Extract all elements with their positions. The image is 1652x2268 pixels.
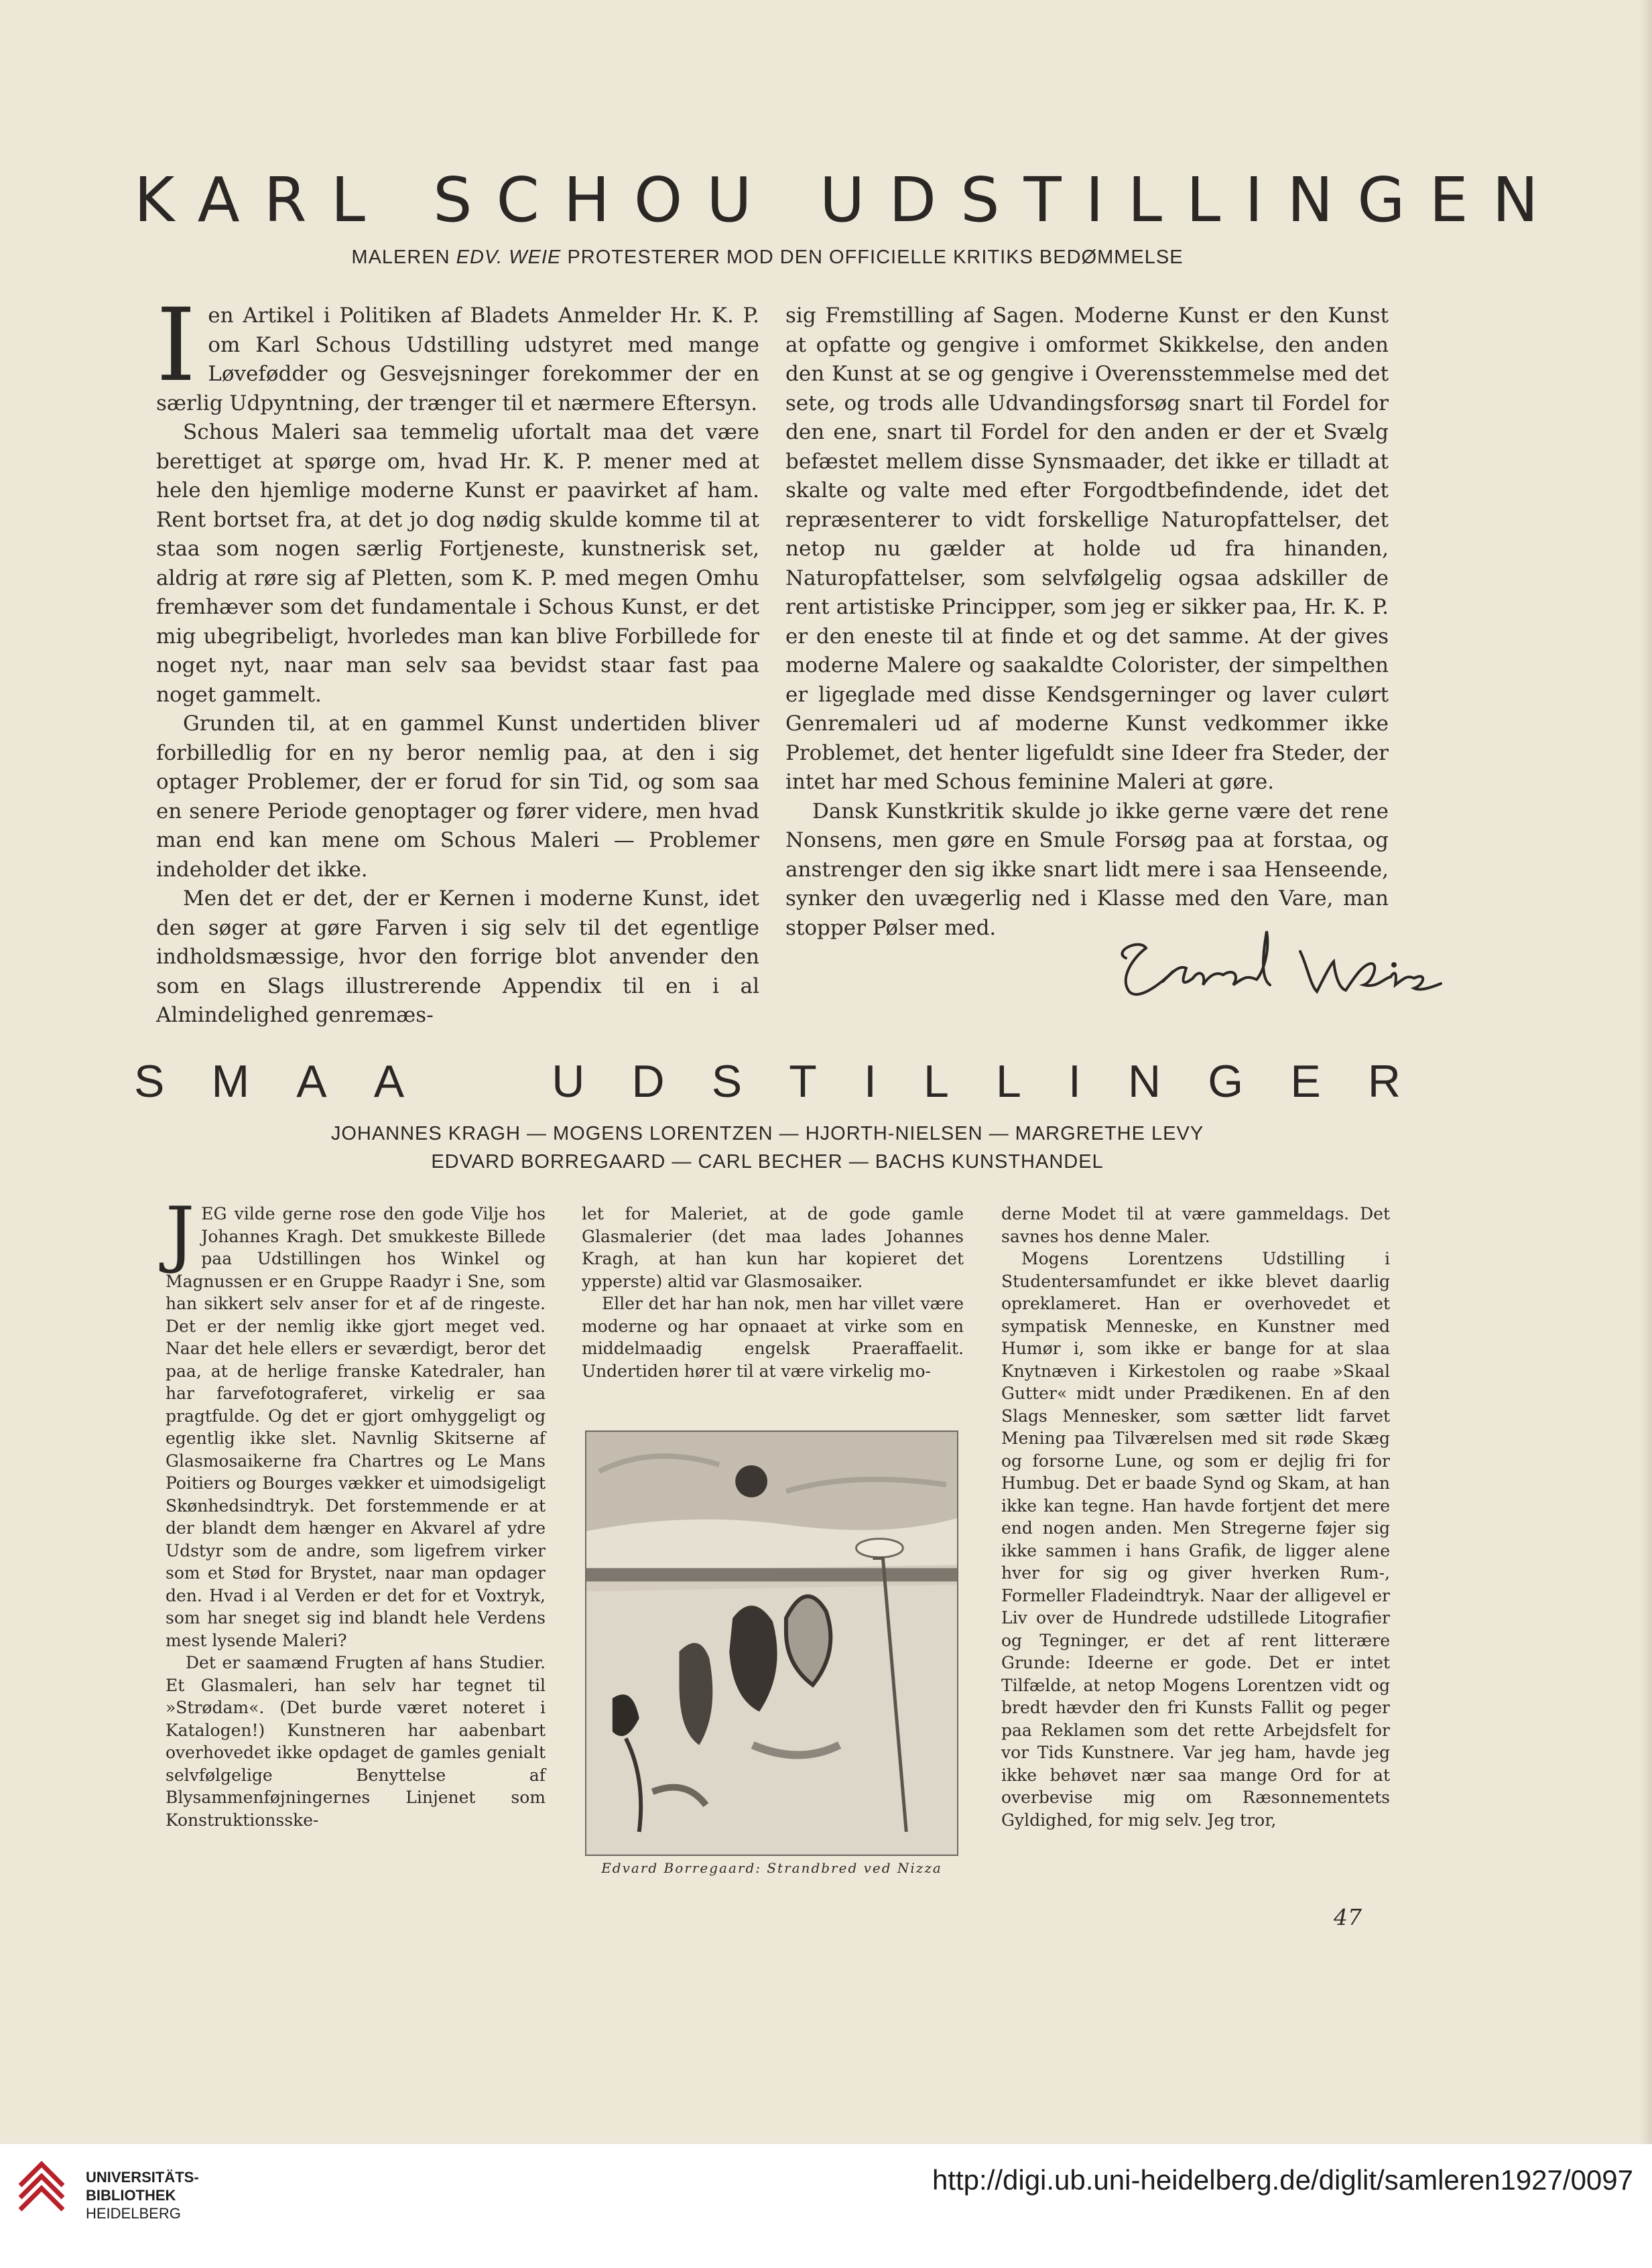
article1-left-column bbox=[156, 287, 759, 1030]
drop-cap: I bbox=[156, 287, 196, 404]
painting-caption: Edvard Borregaard: Strandbred ved Nizza bbox=[601, 1860, 942, 1876]
handwritten-signature bbox=[1099, 911, 1448, 1025]
university-library-logo-icon[interactable] bbox=[15, 2159, 68, 2214]
paragraph: EG vilde gerne rose den gode Vilje hos Johannes Kragh. Det smukkeste Billede paa Udstillingen hos Winkel og Magnussen er en Gruppe Raadyr i Sne, som han sikkert selv anser for et af de ringeste. Det er der nemlig ikke gjort meget ved. Naar det hele ellers er seværdigt, beror det paa, at de herlige franske Katedraler, han har farvefotograferet, virkelig er saa pragtfulde. Og det er gjort omhyggeligt og egentlig ikke slet. Navnlig Skitserne af Glasmosaikerne fra Chartres og Le Mans Poitiers og Bourges vækker et uimodsigeligt Skønhedsindtryk. Det forstemmende er at der blandt dem hænger en Akvarel af ydre Udstyr som de andre, som ligefrem virker som et Stød for Brystet, naar man opdager den. Hvad i al Verden er det for et Voxtryk, som har sneget sig ind blandt hele Verdens mest lysende Maleri? bbox=[166, 1204, 546, 1650]
article2-title: S M A A U D S T I L L I N G E R bbox=[134, 1056, 1401, 1107]
paragraph: Men det er det, der er Kernen i moderne Kunst, idet den søger at gøre Farven i sig selv til det egentlige indholdsmæssige, hvor den forrige blot anvender den som en Slags illustrerende Appendix til en i al Almindelighed genremæs- bbox=[156, 886, 759, 1027]
footer-bar bbox=[0, 2144, 1652, 2268]
source-url-link[interactable]: http://digi.ub.uni-heidelberg.de/diglit/samleren1927/0097 bbox=[932, 2164, 1633, 2196]
article2-column-b bbox=[582, 1203, 964, 1382]
paragraph: en Artikel i Politiken af Bladets Anmelder Hr. K. P. om Karl Schous Udstilling udstyret med mange Løvefødder og Gesvejsninger forekommer der en særlig Udpyntning, der trænger til et nærmere Eftersyn. bbox=[156, 304, 759, 415]
paragraph: Grunden til, at en gammel Kunst undertiden bliver forbilledlig for en ny beror nemlig paa, at den i sig optager Problemer, der er forud for sin Tid, og som saa en senere Periode genoptager og fører videre, men hvad man end kan mene om Schous Maleri — Problemer indeholder det ikke. bbox=[156, 712, 759, 882]
article2-column-c bbox=[1001, 1203, 1390, 1831]
paragraph: Eller det har han nok, men har villet være moderne og har opnaaet at virke som en middelmaadig engelsk Praeraffaelit. Undertiden hører til at være virkelig mo- bbox=[582, 1294, 964, 1381]
paragraph: sig Fremstilling af Sagen. Moderne Kunst er den Kunst at opfatte og gengive i omformet Skikkelse, den anden den Kunst at se og gengive i Overensstemmelse med det sete, og trods alle Udvandingsforsøg snart til Fordel for den ene, snart til Fordel for den anden er der et Svælg befæstet mellem disse Synsmaader, det ikke er tilladt at skalte og valte med efter Forgodtbefindende, idet det repræsenterer to vidt forskellige Naturopfattelser, det netop nu gælder at holde ud fra hinanden, Naturopfattelser, som selvfølgelig ogsaa adskiller de rent artistiske Principper, som jeg er sikker paa, Hr. K. P. er den eneste til at finde et og det samme. At der gives moderne Malere og saakaldte Colorister, der simpelthen er ligeglade med disse Kendsgerninger og laver culørt Genremaleri ud af moderne Kunst vedkommer ikke Problemet, det henter ligefuldt sine Ideer fra Steder, der intet har med Schous feminine Maleri at gøre. bbox=[785, 304, 1389, 794]
paragraph: Det er saamænd Frugten af hans Studier. Et Glasmaleri, han selv har tegnet til »Strødam«. (Det burde været noteret i Katalogen!) Kunstneren har aabenbart overhovedet ikke opdaget de gamles genialt selvfølgelige Benyttelse af Blysammenføjningernes Linjenet som Konstruktionsske- bbox=[166, 1653, 546, 1830]
article-subtitle: MALEREN EDV. WEIE PROTESTERER MOD DEN OFFICIELLE KRITIKS BEDØMMELSE bbox=[351, 247, 1184, 268]
article-title: KARL SCHOU UDSTILLINGEN bbox=[134, 164, 1563, 236]
article1-right-column bbox=[785, 302, 1389, 943]
painting-illustration bbox=[585, 1430, 958, 1856]
paragraph: let for Maleriet, at de gode gamle Glasmalerier (det maa lades Johannes Kragh, at han kun har kopieret det ypperste) altid var Glasmosaiker. bbox=[582, 1204, 964, 1291]
drop-cap: J bbox=[166, 1192, 195, 1276]
paragraph: Mogens Lorentzens Udstilling i Studentersamfundet er ikke blevet daarlig opreklameret. Han er overhovedet et sympatisk Menneske, en Kunstner med Humør i, som ikke er bange for at slaa Knytnæven i Kirkestolen og raabe »Skaal Gutter« midt under Prædikenen. En af den Slags Mennesker, som sætter lidt farvet Mening paa Tilværelsen med sit røde Skæg og forsorne Lune, og som er dejlig fri for Humbug. Det er baade Synd og Skam, at han ikke kan tegne. Han havde fortjent det mere end nogen anden. Men Stregerne føjer sig ikke sammen i hans Grafik, de ligger alene hver for sig og giver hverken Rum-, Formeller Fladeindtryk. Naar der alligevel er Liv over de Hundrede udstillede Litografier og Tegninger, er det af rent litterære Grunde: Ideerne er gode. Det er intet Tilfælde, at netop Mogens Lorentzen vidt og bredt hævder den fri Kunsts Fallit og peger paa Reklamen som det rette Arbejdsfelt for vor Tids Kunstnere. Var jeg ham, havde jeg ikke behøvet nær saa mange Ord for at overbevise mig om Ræsonnementets Gyldighed, for mig selv. Jeg tror, bbox=[1001, 1249, 1390, 1830]
article2-subtitle-line2: EDVARD BORREGAARD — CARL BECHER — BACHS KUNSTHANDEL bbox=[431, 1151, 1104, 1173]
page-number: 47 bbox=[1334, 1904, 1362, 1930]
library-name[interactable]: UNIVERSITÄTS- BIBLIOTHEK HEIDELBERG bbox=[86, 2169, 199, 2222]
article2-column-a bbox=[166, 1192, 546, 1831]
paragraph: Schous Maleri saa temmelig ufortalt maa det være berettiget at spørge om, hvad Hr. K. P. mener med at hele den hjemlige moderne Kunst er paavirket af ham. Rent bortset fra, at det jo dog nødig skulde komme til at staa som nogen særlig Fortjeneste, kunstnerisk set, aldrig at røre sig af Pletten, som K. P. med megen Omhu fremhæver som det fundamentale i Schous Kunst, er det mig ubegribeligt, hvorledes man kan blive Forbillede for noget nyt, naar man selv saa bevidst staar fast paa noget gammelt. bbox=[156, 420, 759, 707]
paragraph: Dansk Kunstkritik skulde jo ikke gerne være det rene Nonsens, men gøre en Smule Forsøg paa at forstaa, og anstrenger den sig ikke snart lidt mere i saa Henseende, synker den uvægerlig ned i Klasse med den Vare, man stopper Pølser med. bbox=[785, 799, 1389, 940]
page-edge bbox=[1640, 0, 1652, 2144]
paragraph: derne Modet til at være gammeldags. Det savnes hos denne Maler. bbox=[1001, 1204, 1390, 1246]
article2-subtitle-line1: JOHANNES KRAGH — MOGENS LORENTZEN — HJORTH-NIELSEN — MARGRETHE LEVY bbox=[330, 1123, 1204, 1144]
